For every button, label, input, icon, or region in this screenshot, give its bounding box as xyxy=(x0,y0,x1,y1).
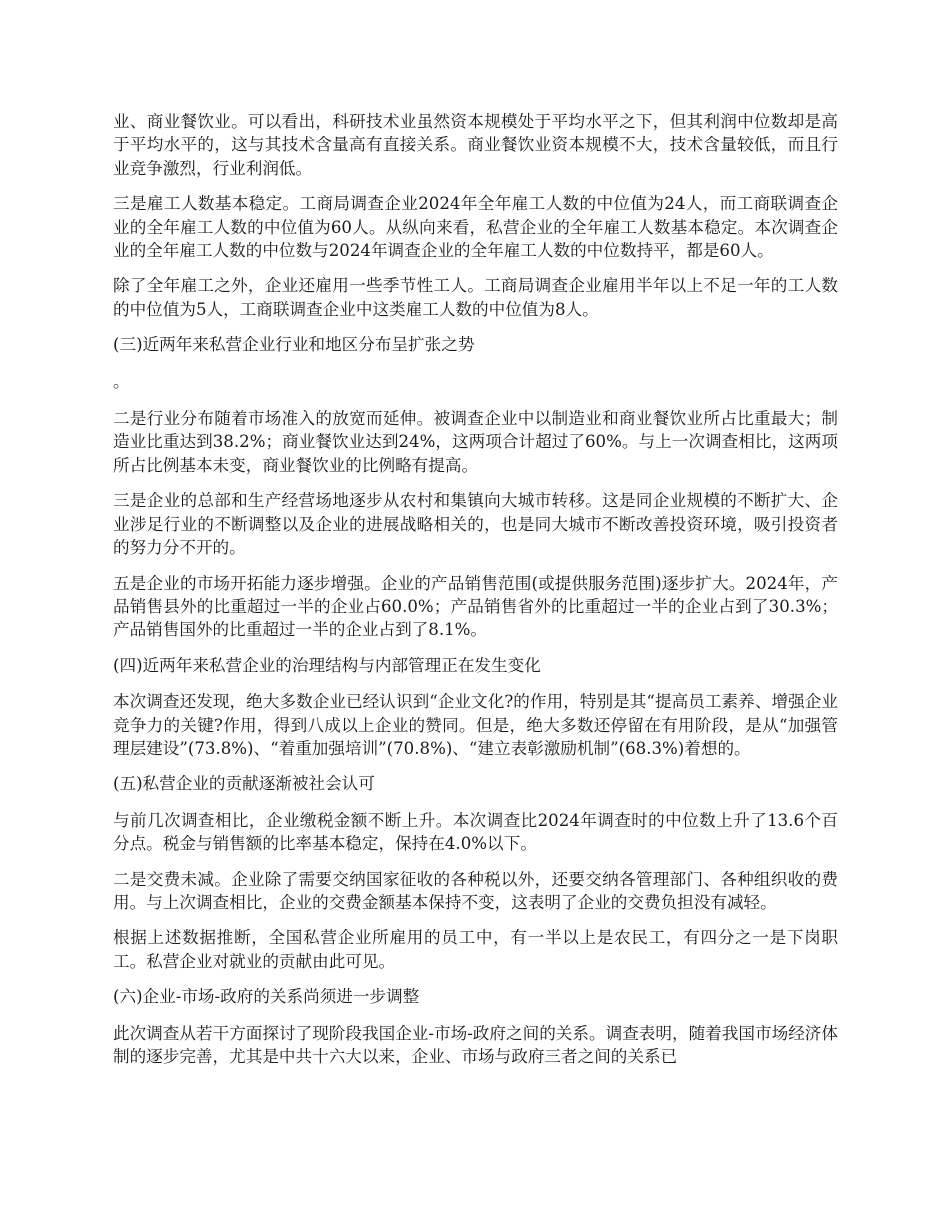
paragraph-fees: 二是交费未减。企业除了需要交纳国家征收的各种税以外，还要交纳各管理部门、各种组织收的费用。与上次调查相比，企业的交费金额基本保持不变，这表明了企业的交费负担没有减轻。 xyxy=(113,869,838,912)
section-heading-5: (五)私营企业的贡献逐渐被社会认可 xyxy=(113,774,375,794)
paragraph-enterprise-market-government: 此次调查从若干方面探讨了现阶段我国企业-市场-政府之间的关系。调查表明，随着我国市场经济体制的逐步完善，尤其是中共十六大以来，企业、市场与政府三者之间的关系已 xyxy=(113,1023,838,1066)
paragraph-employment-contribution: 根据上述数据推断，全国私营企业所雇用的员工中，有一半以上是农民工，有四分之一是下岗职工。私营企业对就业的贡献由此可见。 xyxy=(113,928,838,971)
paragraph-profit-by-industry: 业、商业餐饮业。可以看出，科研技术业虽然资本规模处于平均水平之下，但其利润中位数却是高于平均水平的，这与其技术含量高有直接关系。商业餐饮业资本规模不大，技术含量较低，而且行业竞争激烈，行业利润低。 xyxy=(113,112,838,178)
paragraph-period: 。 xyxy=(113,371,130,391)
section-heading-6: (六)企业-市场-政府的关系尚须进一步调整 xyxy=(113,987,420,1007)
paragraph-hq-relocation: 三是企业的总部和生产经营场地逐步从农村和集镇向大城市转移。这是同企业规模的不断扩大、企业涉足行业的不断调整以及企业的进展战略相关的，也是同大城市不断改善投资环境，吸引投资者的努力分不开的。 xyxy=(113,491,838,558)
section-heading-3: (三)近两年来私营企业行业和地区分布呈扩张之势 xyxy=(113,335,475,355)
paragraph-market-expansion: 五是企业的市场开拓能力逐步增强。企业的产品销售范围(或提供服务范围)逐步扩大。2024年，产品销售县外的比重超过一半的企业占60.0%；产品销售省外的比重超过一半的企业占到了30.3%；产品销售国外的比重超过一半的企业占到了8.1%。 xyxy=(113,573,838,640)
paragraph-industry-distribution: 二是行业分布随着市场准入的放宽而延伸。被调查企业中以制造业和商业餐饮业所占比重最大；制造业比重达到38.2%；商业餐饮业达到24%，这两项合计超过了60%。与上一次调查相比，这两项所占比例基本未变，商业餐饮业的比例略有提高。 xyxy=(113,409,838,475)
section-heading-4: (四)近两年来私营企业的治理结构与内部管理正在发生变化 xyxy=(113,655,541,675)
paragraph-employment-stable: 三是雇工人数基本稳定。工商局调查企业2024年全年雇工人数的中位值为24人，而工商联调查企业的全年雇工人数的中位值为60人。从纵向来看，私营企业的全年雇工人数基本稳定。本次调查企业的全年雇工人数的中位数与2024年调查企业的全年雇工人数的中位数持平，都是60人。 xyxy=(113,194,838,261)
paragraph-seasonal-workers: 除了全年雇工之外，企业还雇用一些季节性工人。工商局调查企业雇用半年以上不足一年的工人数的中位值为5人，工商联调查企业中这类雇工人数的中位值为8人。 xyxy=(113,276,838,319)
paragraph-tax-contribution: 与前几次调查相比，企业缴税金额不断上升。本次调查比2024年调查时的中位数上升了13.6个百分点。税金与销售额的比率基本稳定，保持在4.0%以下。 xyxy=(113,810,838,854)
paragraph-corporate-culture: 本次调查还发现，绝大多数企业已经认识到“企业文化?的作用，特别是其“提高员工素养、增强企业竞争力的关键?作用，得到八成以上企业的赞同。但是，绝大多数还停留在有用阶段，是从“加强管理层建设”(73.8%)、“着重加强培训”(70.8%)、“建立表彰激励机制”(68.3%)着想的。 xyxy=(113,692,838,758)
